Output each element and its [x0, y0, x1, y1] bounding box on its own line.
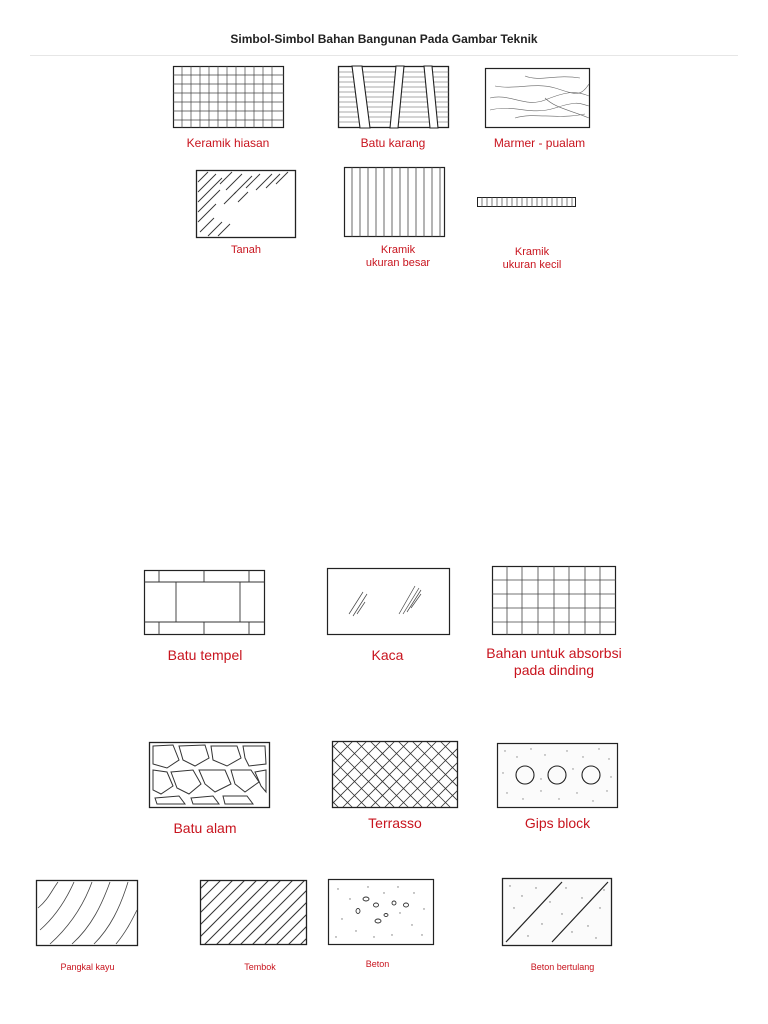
- keramik-hiasan-hatch: [173, 66, 284, 128]
- beton-bertulang-hatch: [502, 878, 612, 946]
- tembok-label: Tembok: [244, 962, 276, 972]
- tembok-symbol: [200, 880, 307, 945]
- beton-bertulang-symbol: [502, 878, 612, 946]
- batu-karang-label: Batu karang: [360, 136, 426, 150]
- gips-block-symbol: [497, 743, 618, 808]
- absorbsi-hatch: [492, 566, 616, 635]
- title-divider: [30, 55, 738, 56]
- kramik-kecil-symbol: [477, 197, 576, 207]
- pangkal-kayu-symbol: [36, 880, 138, 946]
- absorbsi-symbol: [492, 566, 616, 635]
- batu-karang-hatch: [338, 66, 449, 128]
- kaca-symbol: [327, 568, 450, 635]
- tanah-label: Tanah: [231, 244, 261, 256]
- tembok-hatch: [200, 880, 307, 945]
- kramik-besar-hatch: [344, 167, 445, 237]
- beton-symbol: [328, 879, 434, 945]
- terrasso-label: Terrasso: [368, 815, 422, 831]
- batu-alam-hatch: [149, 742, 270, 808]
- batu-karang-symbol: [338, 66, 449, 128]
- kramik-besar-symbol: [344, 167, 445, 237]
- kaca-hatch: [327, 568, 450, 635]
- marmer-hatch: [485, 68, 590, 128]
- batu-tempel-symbol: [144, 570, 265, 635]
- batu-tempel-label: Batu tempel: [167, 647, 243, 663]
- page-title: Simbol-Simbol Bahan Bangunan Pada Gambar Teknik: [230, 32, 538, 46]
- beton-bertulang-label: Beton bertulang: [530, 962, 595, 972]
- kramik-kecil-hatch: [477, 197, 576, 207]
- beton-hatch: [328, 879, 434, 945]
- kramik-besar-label: Kramik ukuran besar: [365, 244, 431, 270]
- batu-alam-symbol: [149, 742, 270, 808]
- keramik-hiasan-symbol: [173, 66, 284, 128]
- terrasso-hatch: [332, 741, 458, 808]
- pangkal-kayu-label: Pangkal kayu: [60, 962, 115, 972]
- kaca-label: Kaca: [371, 647, 404, 663]
- absorbsi-label: Bahan untuk absorbsi pada dinding: [486, 645, 622, 678]
- batu-tempel-hatch: [144, 570, 265, 635]
- tanah-hatch: [196, 170, 296, 238]
- terrasso-symbol: [332, 741, 458, 808]
- kramik-kecil-label: Kramik ukuran kecil: [502, 246, 562, 272]
- keramik-hiasan-label: Keramik hiasan: [186, 136, 270, 150]
- tanah-symbol: [196, 170, 296, 238]
- batu-alam-label: Batu alam: [173, 820, 237, 836]
- marmer-label: Marmer - pualam: [493, 136, 586, 150]
- marmer-symbol: [485, 68, 590, 128]
- pangkal-kayu-hatch: [36, 880, 138, 946]
- gips-block-hatch: [497, 743, 618, 808]
- beton-label: Beton: [365, 959, 390, 969]
- gips-block-label: Gips block: [524, 815, 591, 831]
